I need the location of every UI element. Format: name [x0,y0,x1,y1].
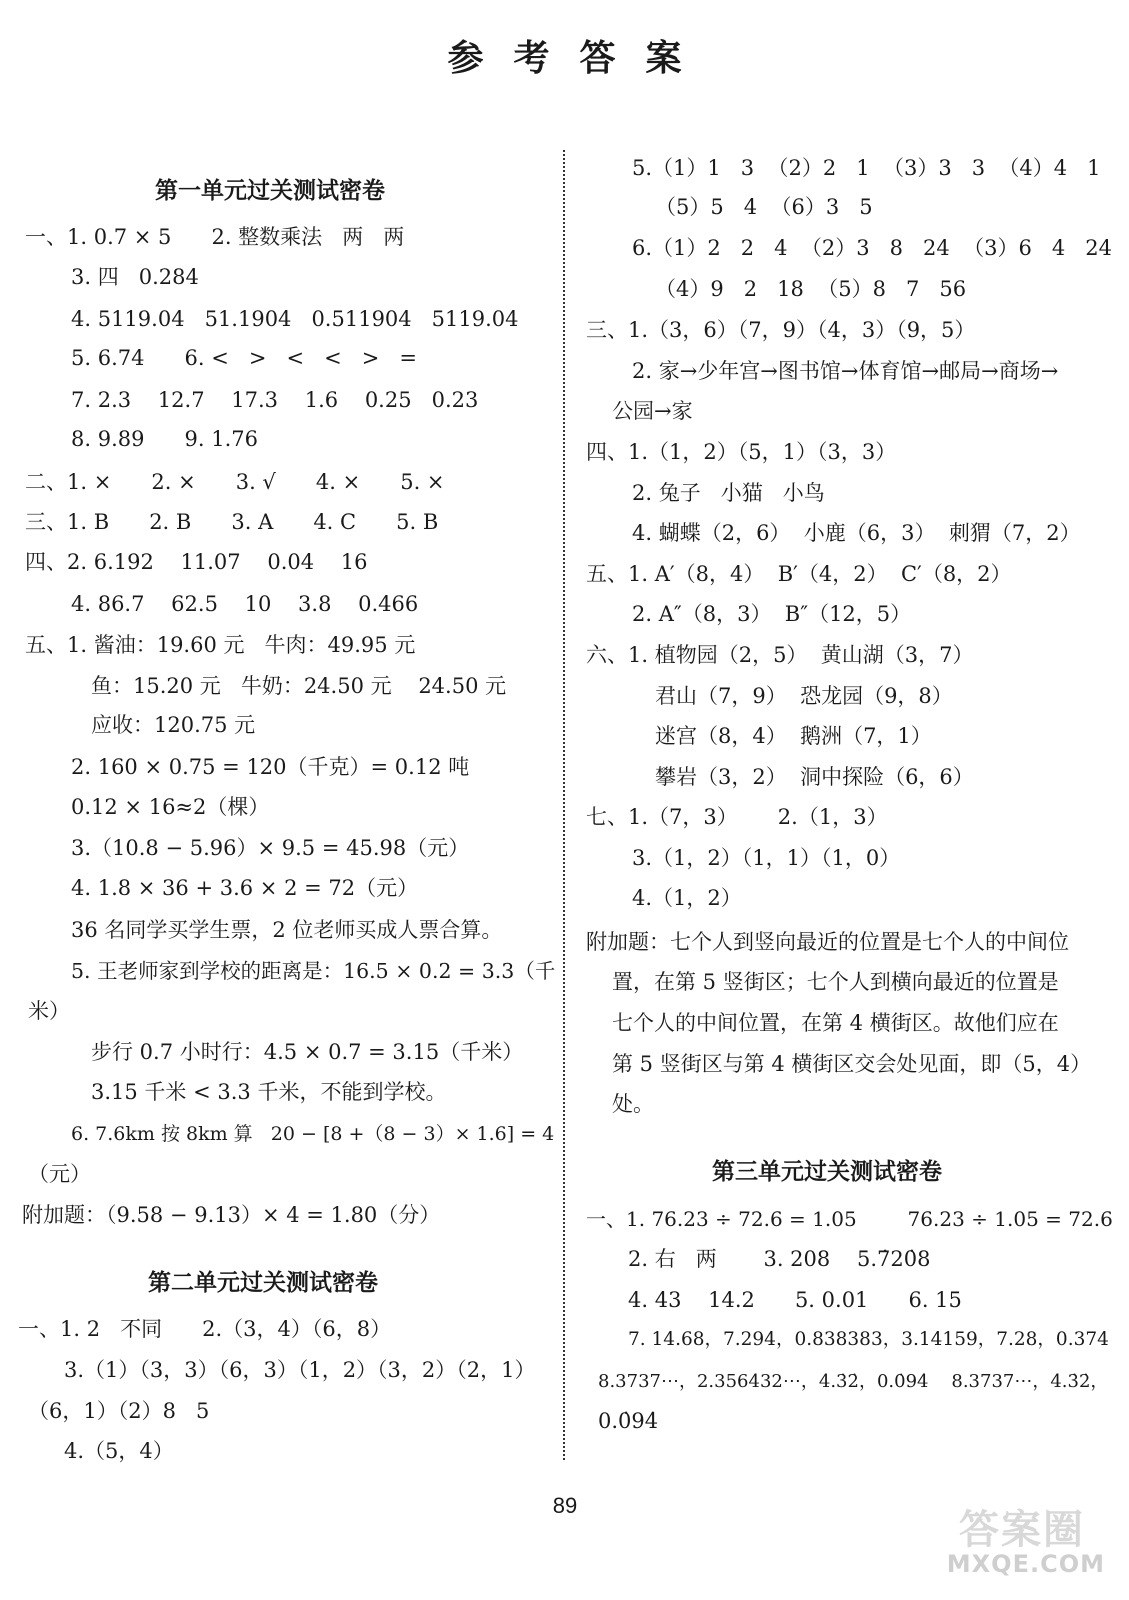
answer-line: 米） [28,999,70,1023]
column-divider [563,150,565,1460]
answer-line: 一、1. 0.7 × 5 2. 整数乘法 两 两 [25,225,405,249]
answer-line: 8.3737⋯，2.356432⋯，4.3̇2̇，0.0̇94̇ 8.3737⋯，4.3̇2̇， [598,1371,1109,1392]
page-title: 参考答案 [447,38,712,79]
answer-line: 4.（1，2） [632,886,742,910]
answer-line: 置，在第 5 竖街区；七个人到横向最近的位置是 [612,970,1059,994]
answer-line: 二、1. × 2. × 3. √ 4. × 5. × [25,470,445,494]
answer-line: 3.（1）（3，3）（6，3）（1，2）（3，2）（2，1） [64,1358,536,1382]
watermark [935,1498,1105,1578]
answer-line: 3.15 千米 < 3.3 千米，不能到学校。 [91,1080,447,1104]
answer-line: 2. 右 两 3. 208 5.7̇20̇8 [628,1247,931,1271]
answer-line: 7. 2.3 12.7 17.3 1.6 0.25 0.23 [71,388,479,412]
answer-line: 4. 86.7 62.5 10 3.8 0.466 [71,592,419,616]
answer-line: 0.12 × 16≈2（棵） [71,795,270,819]
answer-line: 6. 7.6km 按 8km 算 20 − [8 +（8 − 3）× 1.6] = 4 [71,1123,555,1145]
answer-line: 7. 14.68，7.294，0.838383，3.14159，7.28，0.374 [628,1329,1109,1350]
answer-line: 附加题：七个人到竖向最近的位置是七个人的中间位 [586,930,1069,954]
answer-line: 六、1. 植物园（2，5） 黄山湖（3，7） [586,643,974,667]
answer-line: 3.（1，2）（1，1）（1，0） [632,846,901,870]
watermark-url: MXQE.COM [946,1550,1105,1578]
section-heading-unit2: 第二单元过关测试密卷 [148,1270,378,1296]
answer-line: 七、1.（7，3） 2.（1，3） [586,805,888,829]
answer-line: 2. 家→少年宫→图书馆→体育馆→邮局→商场→ [632,359,1059,383]
answer-line: 6.（1）2 2 4 （2）3 8 24 （3）6 4 24 [632,236,1112,260]
answer-line: 附加题：（9.58 − 9.13）× 4 = 1.80（分） [22,1203,441,1227]
answer-line: 8. 9.89 9. 1.76 [71,427,258,451]
answer-line: 三、1. B 2. B 3. A 4. C 5. B [25,510,439,534]
answer-line: 步行 0.7 小时行：4.5 × 0.7 = 3.15（千米） [91,1040,524,1064]
answer-line: 四、2. 6.192 11.07 0.04 16 [25,550,368,574]
answer-line: 4. 1.8 × 36 + 3.6 × 2 = 72（元） [71,876,419,900]
watermark-logo: 答案圈 [959,1507,1085,1553]
answer-line: 迷宫（8，4） 鹅洲（7，1） [655,724,932,748]
answer-line: 3.（10.8 − 5.96）× 9.5 = 45.98（元） [71,836,470,860]
answer-line: 四、1.（1，2）（5，1）（3，3） [586,440,897,464]
answer-line: 公园→家 [612,399,693,423]
answer-line: 一、1. 2 不同 2.（3，4）（6，8） [18,1317,392,1341]
answer-line: 第 5 竖街区与第 4 横街区交会处见面，即（5，4） [612,1052,1092,1076]
answer-line: 鱼：15.20 元 牛奶：24.50 元 24.50 元 [91,674,507,698]
answer-line: 处。 [612,1092,654,1116]
answer-line: 5.（1）1 3 （2）2 1 （3）3 3 （4）4 1 [632,156,1101,180]
answer-line: 0.0̇94̇ [598,1409,659,1433]
answer-line: 五、1. 酱油：19.60 元 牛肉：49.95 元 [25,633,416,657]
section-heading-unit1: 第一单元过关测试密卷 [155,178,385,204]
page-number: 89 [552,1493,578,1518]
answer-line: （5）5 4 （6）3 5 [655,195,873,219]
answer-line: 君山（7，9） 恐龙园（9，8） [655,684,953,708]
answer-line: 五、1. A′（8，4） B′（4，2） C′（8，2） [586,562,1012,586]
answer-line: 攀岩（3，2） 洞中探险（6，6） [655,765,974,789]
answer-line: 3. 四 0.284 [71,265,199,289]
answer-line: 4. 蝴蝶（2，6） 小鹿（6，3） 刺猬（7，2） [632,521,1081,545]
answer-line: （4）9 2 18 （5）8 7 56 [655,277,967,301]
answer-line: 4.（5，4） [64,1439,174,1463]
answer-line: 七个人的中间位置，在第 4 横街区。故他们应在 [612,1011,1059,1035]
answer-line: 5. 王老师家到学校的距离是：16.5 × 0.2 = 3.3（千 [71,959,556,983]
answer-line: 一、1. 76.23 ÷ 72.6 = 1.05 76.23 ÷ 1.05 = 72.6 [586,1207,1113,1231]
answer-line: 2. 160 × 0.75 = 120（千克）= 0.12 吨 [71,755,470,779]
answer-line: 应收：120.75 元 [91,713,256,737]
answer-line: （6，1）（2）8 5 [28,1399,210,1423]
section-heading-unit3: 第三单元过关测试密卷 [712,1159,942,1185]
answer-line: 36 名同学买学生票，2 位老师买成人票合算。 [71,918,503,942]
answer-line: （元） [28,1162,91,1186]
answer-line: 4. 43 14.2 5. 0.01 6. 15 [628,1288,962,1312]
answer-line: 2. A″（8，3） B″（12，5） [632,602,912,626]
answer-line: 5. 6.74 6. < > < < > = [71,346,417,370]
answer-line: 4. 5119.04 51.1904 0.511904 5119.04 [71,307,519,331]
answer-line: 2. 兔子 小猫 小鸟 [632,481,825,505]
answer-line: 三、1.（3，6）（7，9）（4，3）（9，5） [586,318,976,342]
